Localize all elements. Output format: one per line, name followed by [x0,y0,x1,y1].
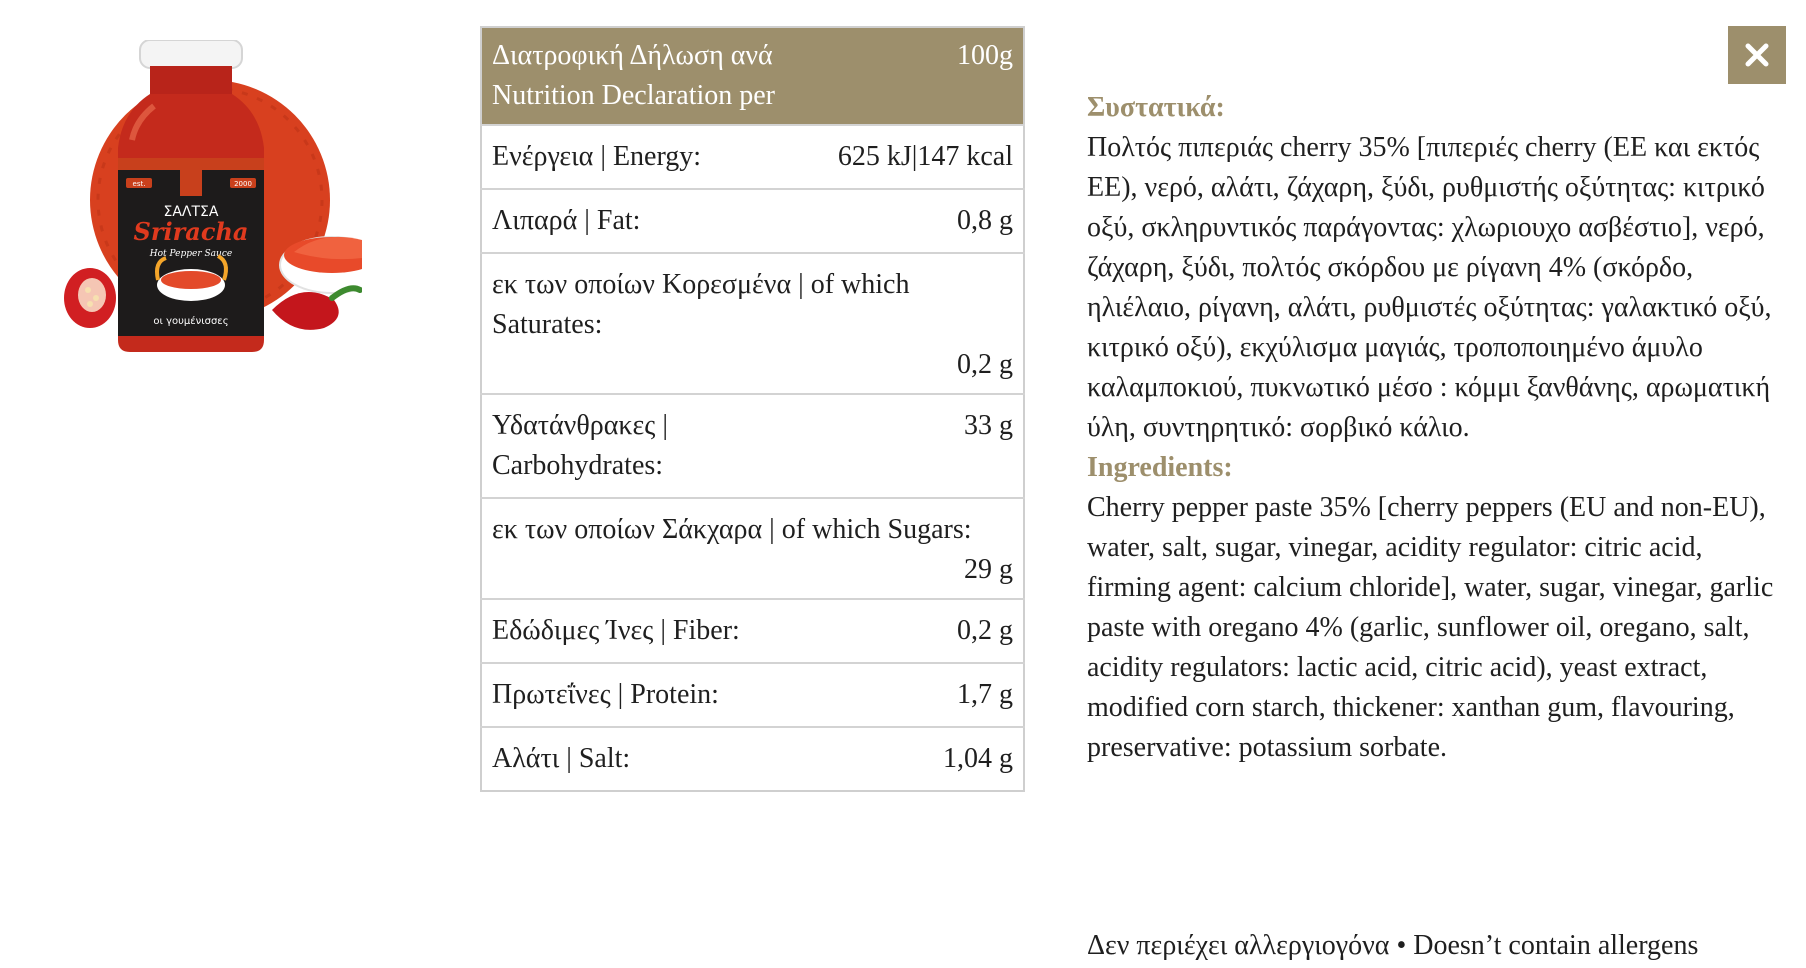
nutrition-row-label: Πρωτεΐνες | Protein: [481,663,828,727]
nutrition-row-value: 625 kJ|147 kcal [828,125,1024,189]
nutrition-row-value: 0,8 g [828,189,1024,253]
nutrition-row [481,727,1024,791]
nutrition-row-label: Εδώδιμες Ίνες | Fiber: [481,599,828,663]
ingredients-text-gr: Πολτός πιπεριάς cherry 35% [πιπεριές cherry (ΕΕ και εκτός ΕΕ), νερό, αλάτι, ζάχαρη, ξύδι, ρυθμιστής οξύτητας: κιτρικό οξύ, σκληρυντικός παράγοντας: χλωριουχο ασβέστιο], νερό, ζάχαρη, ξύδι, πολτός σκόρδου με ρίγανη 4% (σκόρδο, ηλιέλαιο, ρίγανη, αλάτι, ρυθμιστές οξύτητας: γαλακτικό οξύ, κιτρικό οξύ), εκχύλισμα μαγιάς, τροποποιημένο άμυλο καλαμποκιού, πυκνωτικό μέσο : κόμμι ξανθάνης, αρωματική ύλη, συντηρητικό: σορβικό κάλιο. [1087,132,1772,443]
nutrition-row-value: 29 g [964,554,1013,585]
product-image [62,40,362,370]
nutrition-row [481,663,1024,727]
nutrition-row-label: Αλάτι | Salt: [481,727,828,791]
chili-illustration [64,268,116,328]
nutrition-row [481,394,1024,498]
nutrition-row-label: Ενέργεια | Energy: [481,125,828,189]
label-est: est. [132,180,146,188]
nutrition-row-value: 0,2 g [957,349,1013,380]
close-icon [1744,42,1770,68]
nutrition-row-label: Λιπαρά | Fat: [481,189,828,253]
nutrition-row-value: 1,04 g [828,727,1024,791]
nutrition-header [481,27,1024,125]
nutrition-row-value: 0,2 g [828,599,1024,663]
pepper-illustration [272,288,360,330]
label-title-gr: ΣΑΛΤΣΑ [163,204,219,220]
nutrition-row-label: εκ των οποίων Σάκχαρα | of which Sugars: [492,514,972,545]
label-title-script: Sriracha [133,217,249,246]
nutrition-table [480,26,1025,792]
ingredients-text-en: Cherry pepper paste 35% [cherry peppers (EU and non-EU), water, salt, sugar, vinegar, acidity regulator: citric acid, firming agent: calcium chloride], water, sugar, vinegar, garlic paste with oregano 4% (garlic, sunflower oil, oregano, salt, acidity regulators: lactic acid, citric acid), yeast extract, modified corn starch, thickener: xanthan gum, flavouring, preservative: potassium sorbate. [1087,492,1774,763]
nutrition-row-label: Υδατάνθρακες | Carbohydrates: [481,394,828,498]
nutrition-header-label: Διατροφική Δήλωση ανά Nutrition Declaration per [481,27,828,125]
nutrition-row [481,498,1024,599]
ingredients-section [1087,88,1787,768]
nutrition-row [481,253,1024,394]
close-button[interactable] [1728,26,1786,84]
nutrition-row-label: εκ των οποίων Κορεσμένα | of which Saturates: [492,269,910,340]
ingredients-heading-en: Ingredients: [1087,452,1233,483]
nutrition-row [481,125,1024,189]
allergens-note: Δεν περιέχει αλλεργιογόνα • Doesn’t contain allergens [1087,930,1699,961]
label-year: 2000 [234,180,252,188]
nutrition-row-value: 1,7 g [828,663,1024,727]
nutrition-row [481,599,1024,663]
ingredients-heading-gr: Συστατικά: [1087,92,1225,123]
nutrition-header-unit: 100g [828,27,1024,125]
label-brand: οι γουμένισσες [153,316,229,327]
label-subtitle: Hot Pepper Sauce [149,249,233,259]
nutrition-row [481,189,1024,253]
nutrition-row-value: 33 g [828,394,1024,498]
